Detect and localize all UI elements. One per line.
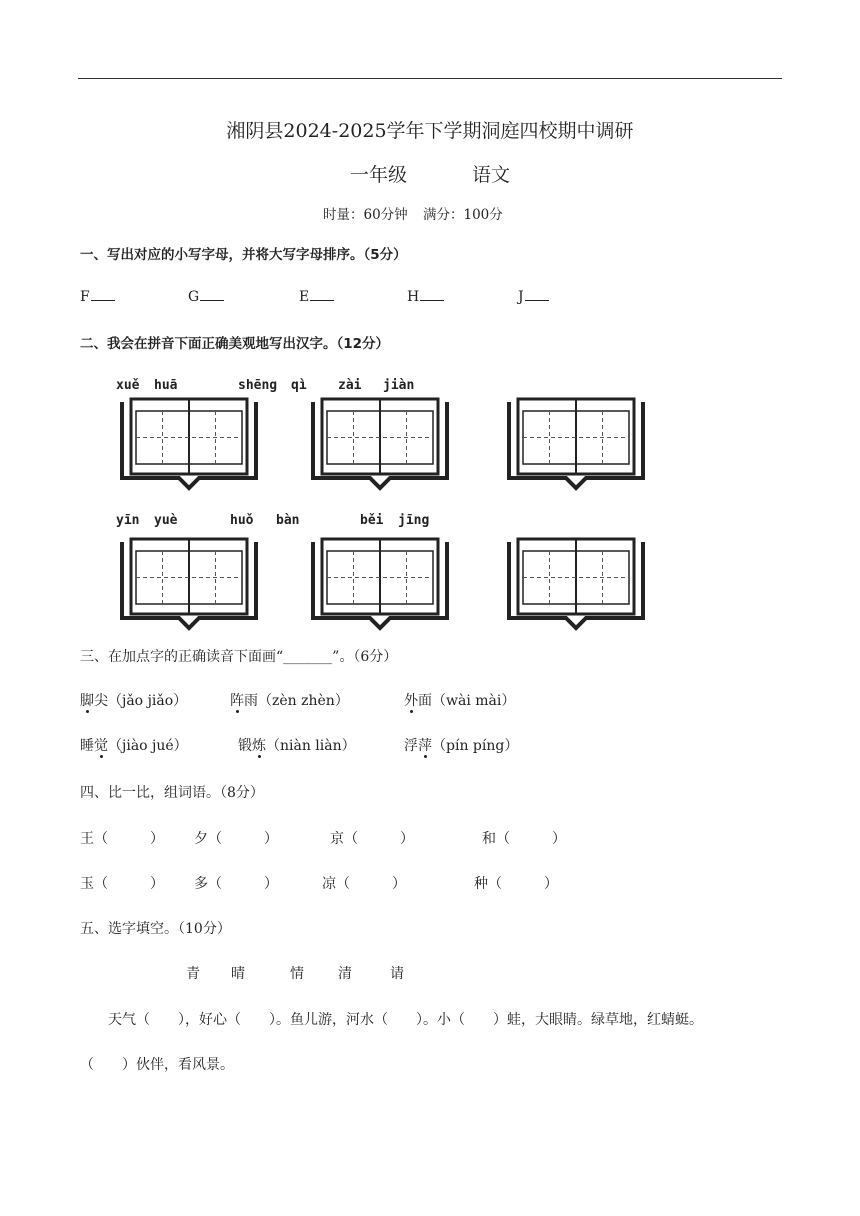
- word-blank-2[interactable]: 夕（ ）: [194, 831, 278, 847]
- reading-item-4: 睡觉（jiào jué）: [80, 738, 188, 754]
- writing-grid-2[interactable]: [310, 396, 450, 491]
- reading-item-2: 阵雨（zèn zhèn）: [230, 693, 349, 709]
- reading-item-5: 锻炼（niàn liàn）: [238, 738, 356, 754]
- letter-h: H: [407, 288, 444, 305]
- reading-options[interactable]: （wài mài）: [432, 693, 516, 709]
- reading-item-1: 脚尖（jǎo jiǎo）: [80, 693, 188, 709]
- choice-qing4: 清: [338, 966, 352, 982]
- book-grid-icon: [509, 539, 643, 628]
- word-blank-8[interactable]: 种（ ）: [474, 876, 558, 892]
- choice-qing5: 请: [390, 966, 404, 982]
- letter-f: F: [80, 288, 115, 305]
- word-blank-7[interactable]: 凉（ ）: [322, 876, 406, 892]
- word-blank-3[interactable]: 京（ ）: [330, 831, 414, 847]
- book-grid-icon: [122, 399, 256, 488]
- section1-heading: 一、写出对应的小写字母，并将大写字母排序。（5分）: [80, 247, 407, 263]
- word-blank-6[interactable]: 多（ ）: [194, 876, 278, 892]
- reading-options[interactable]: （pín píng）: [432, 738, 519, 754]
- letter-e: E: [299, 288, 334, 305]
- letter-g: G: [188, 288, 224, 305]
- section2-heading: 二、我会在拼音下面正确美观地写出汉字。（12分）: [80, 336, 390, 352]
- writing-grid-5[interactable]: [310, 536, 450, 631]
- writing-grid-6[interactable]: [506, 536, 646, 631]
- letter-j: J: [518, 288, 549, 305]
- time-label: 时量：60分钟: [323, 207, 408, 223]
- pinyin-bei: běi: [360, 513, 384, 528]
- score-label: 满分：100分: [423, 207, 503, 223]
- choice-qing1: 青: [186, 966, 200, 982]
- word-blank-5[interactable]: 玉（ ）: [80, 876, 164, 892]
- reading-options[interactable]: （jiào jué）: [108, 738, 188, 754]
- pinyin-yue: yuè: [154, 513, 178, 528]
- book-grid-icon: [313, 399, 447, 488]
- choice-qing3: 情: [290, 966, 304, 982]
- pinyin-sheng: shēng: [238, 378, 278, 393]
- fill-sentence-1[interactable]: 天气（ ），好心（ ）。鱼儿游，河水（ ）。小（ ）蛙，大眼睛。绿草地，红蜻蜓。: [108, 1012, 703, 1028]
- word-blank-4[interactable]: 和（ ）: [482, 831, 566, 847]
- writing-grid-4[interactable]: [119, 536, 259, 631]
- section4-heading: 四、比一比，组词语。（8分）: [80, 785, 264, 801]
- pinyin-yin: yīn: [116, 513, 140, 528]
- reading-options[interactable]: （jǎo jiǎo）: [108, 693, 188, 709]
- pinyin-jing: jīng: [398, 513, 430, 528]
- top-rule: [78, 78, 782, 79]
- reading-options[interactable]: （niàn liàn）: [266, 738, 356, 754]
- pinyin-zai: zài: [338, 378, 362, 393]
- exam-title: 湘阴县2024-2025学年下学期洞庭四校期中调研: [226, 120, 634, 142]
- writing-grid-1[interactable]: [119, 396, 259, 491]
- subject-label: 语文: [472, 164, 511, 186]
- pinyin-hua: huā: [154, 378, 178, 393]
- book-grid-icon: [122, 539, 256, 628]
- book-grid-icon: [313, 539, 447, 628]
- pinyin-ban: bàn: [276, 513, 300, 528]
- word-blank-1[interactable]: 王（ ）: [80, 831, 164, 847]
- section5-heading: 五、选字填空。（10分）: [80, 921, 231, 937]
- pinyin-xue: xuě: [116, 378, 140, 393]
- pinyin-jian: jiàn: [383, 378, 415, 393]
- grade-label: 一年级: [350, 164, 408, 186]
- fill-sentence-2[interactable]: （ ）伙伴，看风景。: [80, 1057, 234, 1073]
- book-grid-icon: [509, 399, 643, 488]
- choice-qing2: 晴: [231, 966, 245, 982]
- pinyin-qi: qì: [291, 378, 307, 393]
- pinyin-huo: huǒ: [230, 513, 254, 528]
- reading-options[interactable]: （zèn zhèn）: [258, 693, 349, 709]
- writing-grid-3[interactable]: [506, 396, 646, 491]
- reading-item-6: 浮萍（pín píng）: [404, 738, 519, 754]
- section3-heading: 三、在加点字的正确读音下面画“_______”。（6分）: [80, 649, 398, 665]
- reading-item-3: 外面（wài mài）: [404, 693, 516, 709]
